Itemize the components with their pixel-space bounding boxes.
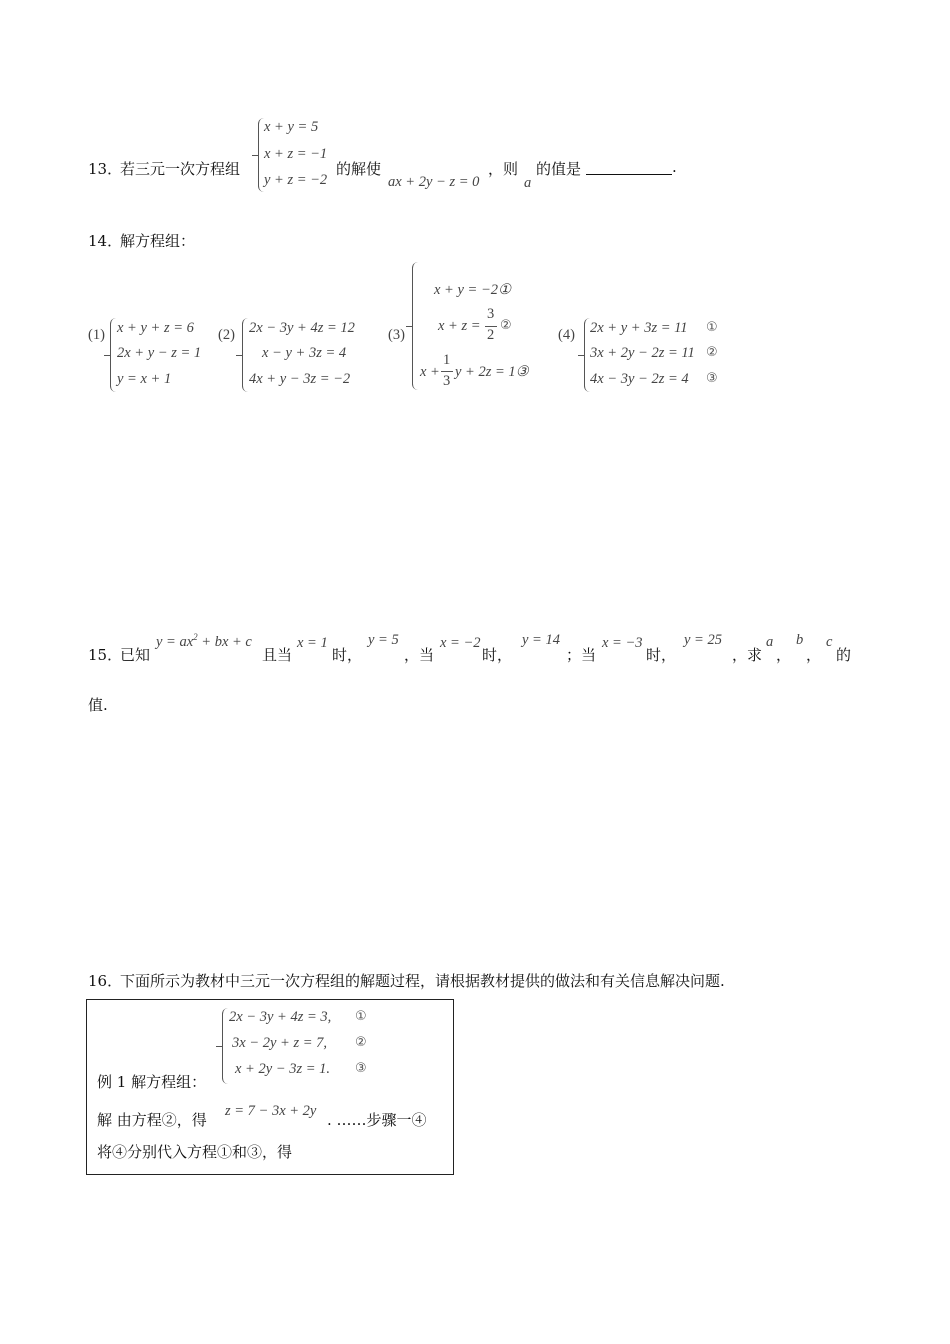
equation: 4x + y − 3z = −2	[249, 371, 351, 387]
equation: x + y = 5	[264, 119, 319, 135]
circled-number: ②	[355, 1035, 367, 1050]
fraction-numerator: 1	[443, 352, 451, 368]
equation: x + z = −1	[264, 146, 328, 162]
variable: a	[766, 634, 774, 650]
part-label: (3)	[388, 327, 405, 343]
equation-lhs: x +	[420, 364, 440, 380]
solution-step-1-end: . ……步骤一④	[327, 1111, 427, 1129]
separator: ，	[806, 646, 822, 664]
question-text: ，则	[488, 160, 519, 178]
brace-icon	[110, 318, 117, 392]
example-title: 例 1 解方程组：	[97, 1073, 207, 1091]
question-text: 若三元一次方程组	[120, 160, 241, 178]
separator: ，	[776, 646, 792, 664]
equation: x + y + z = 6	[117, 320, 194, 336]
question-text: 下面所示为教材中三元一次方程组的解题过程，请根据教材提供的做法和有关信息解决问题.	[120, 972, 725, 990]
fraction-numerator: 3	[487, 306, 495, 322]
circled-number: ②	[706, 345, 718, 360]
equation: y + z = −2	[264, 172, 328, 188]
solution-step-2: 将④分别代入方程①和③，得	[97, 1143, 293, 1161]
fraction-denominator: 2	[487, 327, 495, 343]
equation: 2x + y − z = 1	[117, 345, 202, 361]
question-text: ，求	[732, 646, 763, 664]
brace-icon	[412, 262, 419, 390]
substitution-expression: z = 7 − 3x + 2y	[225, 1103, 317, 1119]
circled-number: ②	[500, 318, 512, 333]
brace-icon	[222, 1008, 229, 1084]
period: .	[672, 158, 677, 176]
question-number: 16．	[88, 972, 123, 990]
question-number: 15．	[88, 646, 123, 664]
question-text: 已知	[120, 646, 151, 664]
question-text: 解方程组：	[120, 232, 196, 250]
condition: x = −2	[440, 635, 481, 651]
question-text: 值.	[88, 696, 108, 714]
brace-icon	[242, 318, 249, 392]
condition: x = −3	[602, 635, 643, 651]
circled-number: ①	[706, 320, 718, 335]
answer-blank[interactable]	[586, 160, 672, 175]
equation-rhs: y + 2z = 1③	[455, 364, 529, 380]
value: y = 5	[368, 632, 399, 648]
value: y = 14	[522, 632, 560, 648]
question-text: 时，	[646, 646, 677, 664]
equation: 2x − 3y + 4z = 12	[249, 320, 355, 336]
question-text: 时，	[332, 646, 363, 664]
equation: 4x − 3y − 2z = 4	[590, 371, 689, 387]
part-label: (2)	[218, 327, 235, 343]
circled-number: ③	[706, 371, 718, 386]
equation: x + y = −2①	[434, 282, 511, 298]
function-expression: $y = ax^2$ + bx + c	[156, 632, 252, 650]
equation: x + 2y − 3z = 1.	[235, 1061, 330, 1077]
value: y = 25	[684, 632, 722, 648]
fraction-bar	[441, 371, 453, 372]
equation: 2x − 3y + 4z = 3,	[229, 1009, 332, 1025]
question-text: ；当	[566, 646, 597, 664]
equation: y = x + 1	[117, 371, 172, 387]
solution-step-1: 解 由方程②，得	[97, 1111, 207, 1129]
equation: 3x − 2y + z = 7,	[232, 1035, 327, 1051]
part-label: (1)	[88, 327, 105, 343]
variable: a	[524, 175, 532, 191]
equation: 3x + 2y − 2z = 11	[590, 345, 695, 361]
question-text: 时，	[482, 646, 513, 664]
textbook-example-box	[86, 999, 454, 1175]
question-number: 14．	[88, 232, 123, 250]
equation: x − y + 3z = 4	[262, 345, 347, 361]
equation: 2x + y + 3z = 11	[590, 320, 688, 336]
question-text: 且当	[262, 646, 293, 664]
circled-number: ①	[355, 1009, 367, 1024]
condition: x = 1	[297, 635, 328, 651]
question-text: 的	[836, 646, 852, 664]
fraction-denominator: 3	[443, 373, 451, 389]
question-text: ，当	[404, 646, 435, 664]
question-text: 的解使	[336, 160, 382, 178]
question-number: 13．	[88, 160, 123, 178]
variable: c	[826, 634, 833, 650]
part-label: (4)	[558, 327, 575, 343]
variable: b	[796, 632, 804, 648]
question-text: 的值是	[536, 160, 582, 178]
circled-number: ③	[355, 1061, 367, 1076]
equation-lhs: x + z =	[438, 318, 481, 334]
condition-equation: ax + 2y − z = 0	[388, 174, 480, 190]
